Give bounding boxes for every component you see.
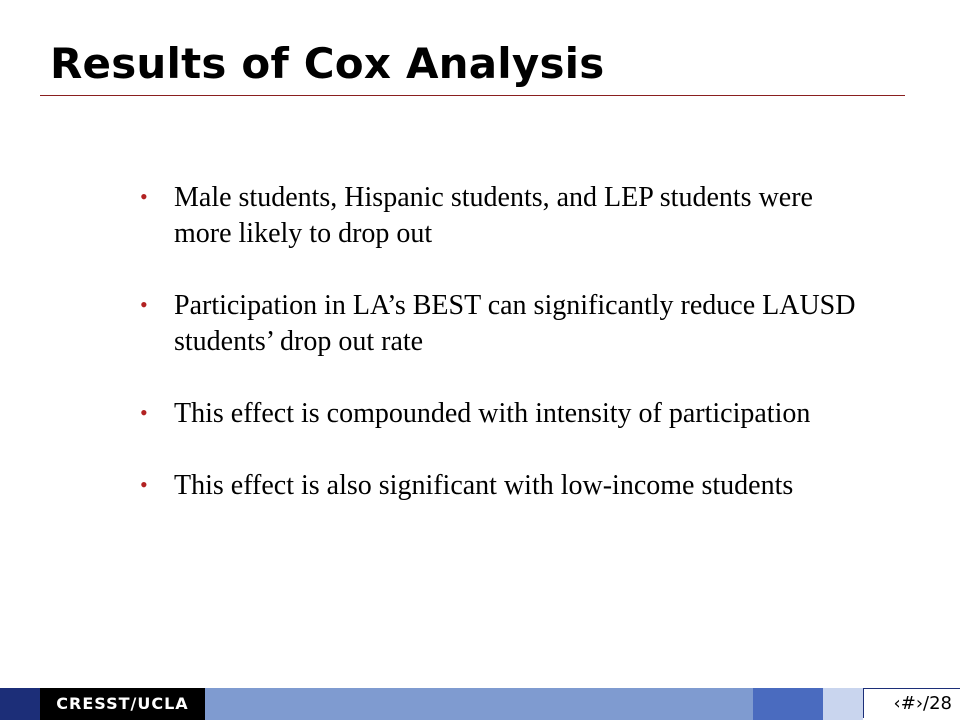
footer-bar [0, 688, 960, 720]
bullet-item [140, 180, 860, 252]
bullet-text: This effect is compounded with intensity of participation [174, 398, 811, 429]
bullet-icon: • [140, 472, 148, 497]
footer-light-block [823, 688, 863, 720]
bullet-item [140, 396, 860, 432]
footer-logo: CRESST/UCLA [40, 688, 205, 720]
title-divider [40, 95, 905, 96]
bullet-list [140, 180, 860, 540]
footer-dark-block [0, 688, 40, 720]
slide-title: Results of Cox Analysis [50, 39, 605, 88]
bullet-icon: • [140, 292, 148, 317]
bullet-icon: • [140, 184, 148, 209]
bullet-text: This effect is also significant with low-income students [174, 470, 794, 501]
bullet-item [140, 468, 860, 504]
footer-band [205, 688, 753, 720]
bullet-text: Participation in LA’s BEST can significantly reduce LAUSD students’ drop out rate [174, 290, 856, 357]
bullet-item [140, 288, 860, 360]
page-number: ‹#›/28 [863, 688, 960, 718]
bullet-text: Male students, Hispanic students, and LEP students were more likely to drop out [174, 182, 813, 249]
footer-accent-block [753, 688, 823, 720]
bullet-icon: • [140, 400, 148, 425]
